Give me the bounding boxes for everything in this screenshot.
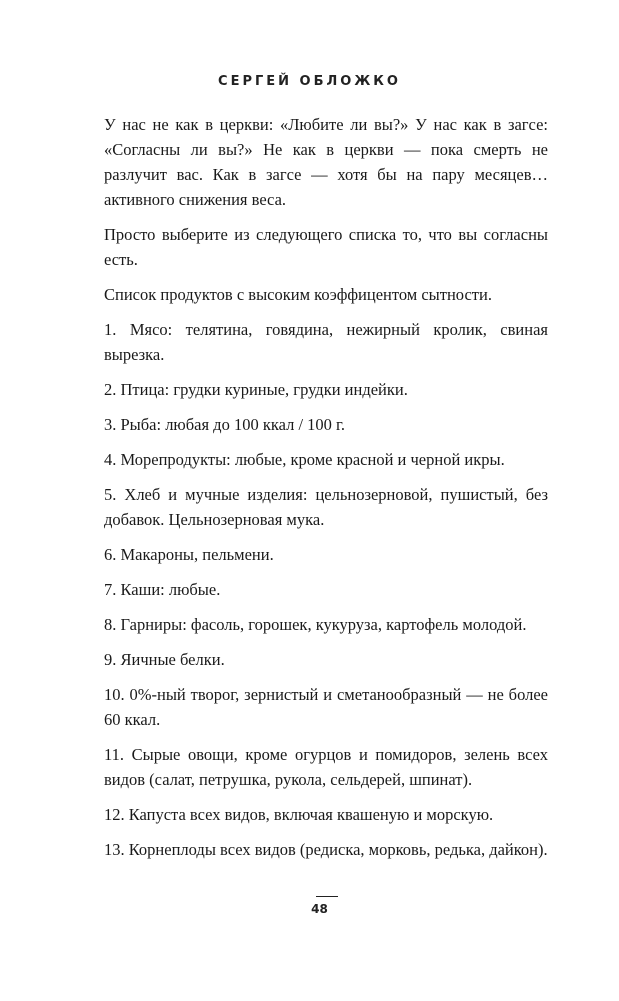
body-text: [104, 112, 548, 872]
paragraph-intro: У нас не как в церкви: «Любите ли вы?» У нас как в загсе: «Согласны ли вы?» Не как в церкви — пока смерть не разлучит вас. Как в загсе — хотя бы на пару месяцев… активного снижения веса.: [104, 115, 548, 209]
list-item: 2. Птица: грудки куриные, грудки индейки.: [104, 380, 408, 399]
list-item: 3. Рыба: любая до 100 ккал / 100 г.: [104, 415, 346, 434]
list-item: 11. Сырые овощи, кроме огурцов и помидоров, зелень всех видов (салат, петрушка, рукола, сельдерей, шпинат).: [104, 745, 548, 789]
list-item: 12. Капуста всех видов, включая квашеную и морскую.: [104, 805, 494, 824]
page-number-rule: [316, 896, 338, 897]
list-heading: Список продуктов с высоким коэффицентом сытности.: [104, 285, 492, 304]
page-number: 48: [311, 902, 328, 916]
list-item: 9. Яичные белки.: [104, 650, 225, 669]
list-item: 13. Корнеплоды всех видов (редиска, морковь, редька, дайкон).: [104, 840, 548, 859]
list-item: 4. Морепродукты: любые, кроме красной и черной икры.: [104, 450, 505, 469]
list-item: 1. Мясо: телятина, говядина, нежирный кролик, свиная вырезка.: [104, 320, 548, 364]
list-item: 5. Хлеб и мучные изделия: цельнозерновой, пушистый, без добавок. Цельнозерновая мука.: [104, 485, 548, 529]
paragraph-choose: Просто выберите из следующего списка то, что вы согласны есть.: [104, 225, 548, 269]
list-item: 10. 0%-ный творог, зернистый и сметанообразный — не более 60 ккал.: [104, 685, 548, 729]
running-head-title: СЕРГЕЙ ОБЛОЖКО: [218, 74, 401, 89]
list-item: 6. Макароны, пельмени.: [104, 545, 274, 564]
list-item: 8. Гарниры: фасоль, горошек, кукуруза, картофель молодой.: [104, 615, 527, 634]
list-item: 7. Каши: любые.: [104, 580, 221, 599]
